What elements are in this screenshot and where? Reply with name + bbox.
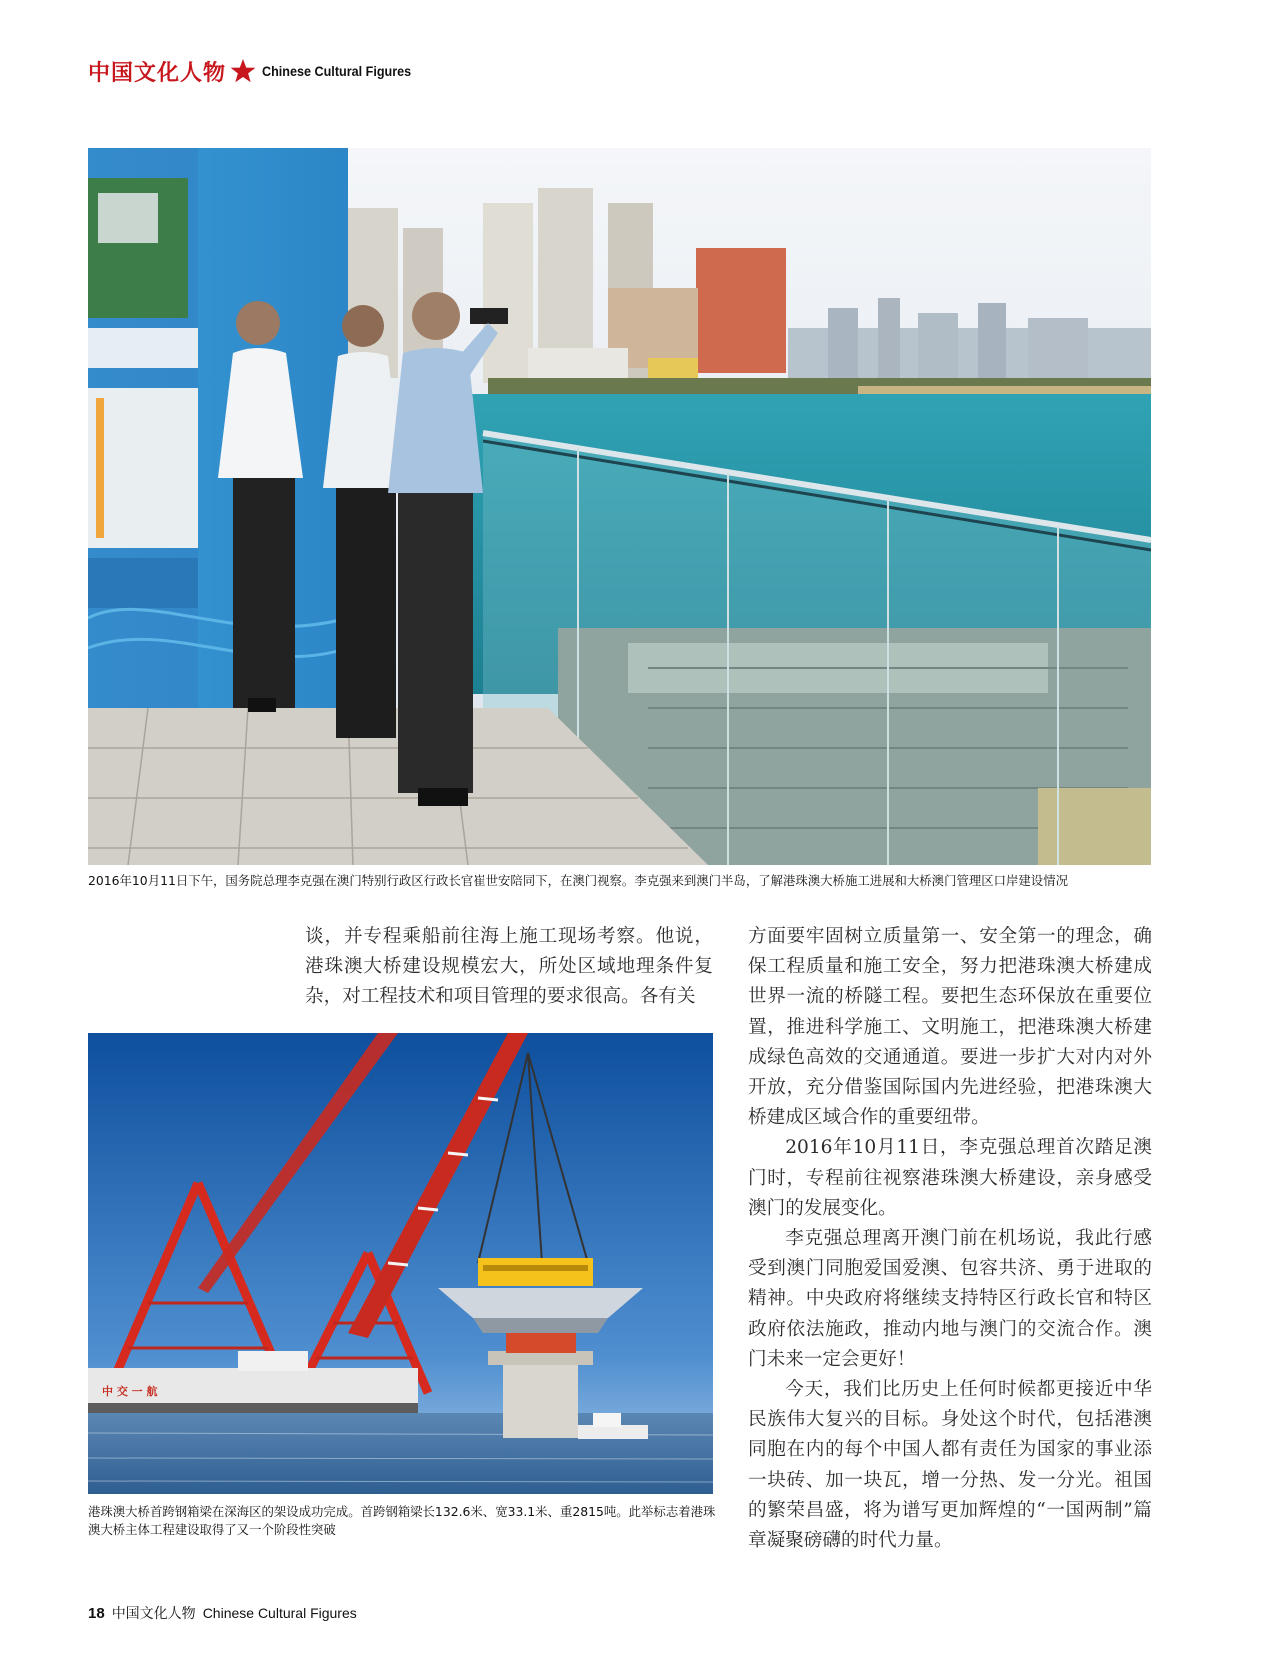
- bridge-girder-photo: [88, 1033, 713, 1494]
- inspection-photo: [88, 148, 1151, 865]
- article-left-column: [305, 922, 713, 1013]
- bottom-photo-caption: 港珠澳大桥首跨钢箱梁在深海区的架设成功完成。首跨钢箱梁长132.6米、宽33.1米、重2815吨。此举标志着港珠澳大桥主体工程建设取得了又一个阶段性突破: [88, 1504, 716, 1537]
- page-footer: [88, 1603, 357, 1623]
- ship-name-text: 中 交 一 航: [102, 1385, 158, 1398]
- red-star-icon: [230, 58, 256, 84]
- article-right-column: [748, 922, 1152, 1556]
- magazine-title-en: Chinese Cultural Figures: [262, 63, 412, 79]
- magazine-header: [88, 56, 428, 86]
- page-number: 18: [88, 1605, 105, 1622]
- article-paragraph: 2016年10月11日，李克强总理首次踏足澳门时，专程前往视察港珠澳大桥建设，亲身感受澳门的发展变化。: [748, 1137, 1152, 1219]
- top-photo-caption: 2016年10月11日下午，国务院总理李克强在澳门特别行政区行政长官崔世安陪同下，在澳门视察。李克强来到澳门半岛，了解港珠澳大桥施工进展和大桥澳门管理区口岸建设情况: [88, 873, 1068, 888]
- article-paragraph: 谈，并专程乘船前往海上施工现场考察。他说，港珠澳大桥建设规模宏大，所处区域地理条件复杂，对工程技术和项目管理的要求很高。各有关: [305, 926, 713, 1008]
- footer-magazine-cn: 中国文化人物: [111, 1605, 196, 1621]
- article-paragraph: 今天，我们比历史上任何时候都更接近中华民族伟大复兴的目标。身处这个时代，包括港澳同胞在内的每个中国人都有责任为国家的事业添一块砖、加一块瓦，增一分热、发一分光。祖国的繁荣昌盛，将为谱写更加辉煌的“一国两制”篇章凝聚磅礴的时代力量。: [748, 1379, 1152, 1552]
- footer-magazine-en: Chinese Cultural Figures: [202, 1605, 357, 1621]
- article-paragraph: 方面要牢固树立质量第一、安全第一的理念，确保工程质量和施工安全，努力把港珠澳大桥建成世界一流的桥隧工程。要把生态环保放在重要位置，推进科学施工、文明施工，把港珠澳大桥建成绿色高效的交通通道。要进一步扩大对内对外开放，充分借鉴国际国内先进经验，把港珠澳大桥建成区域合作的重要纽带。: [748, 926, 1152, 1129]
- magazine-title-cn: 中国文化人物: [88, 59, 227, 86]
- article-paragraph: 李克强总理离开澳门前在机场说，我此行感受到澳门同胞爱国爱澳、包容共济、勇于进取的精神。中央政府将继续支持特区行政长官和特区政府依法施政，推动内地与澳门的交流合作。澳门未来一定会更好！: [748, 1228, 1152, 1370]
